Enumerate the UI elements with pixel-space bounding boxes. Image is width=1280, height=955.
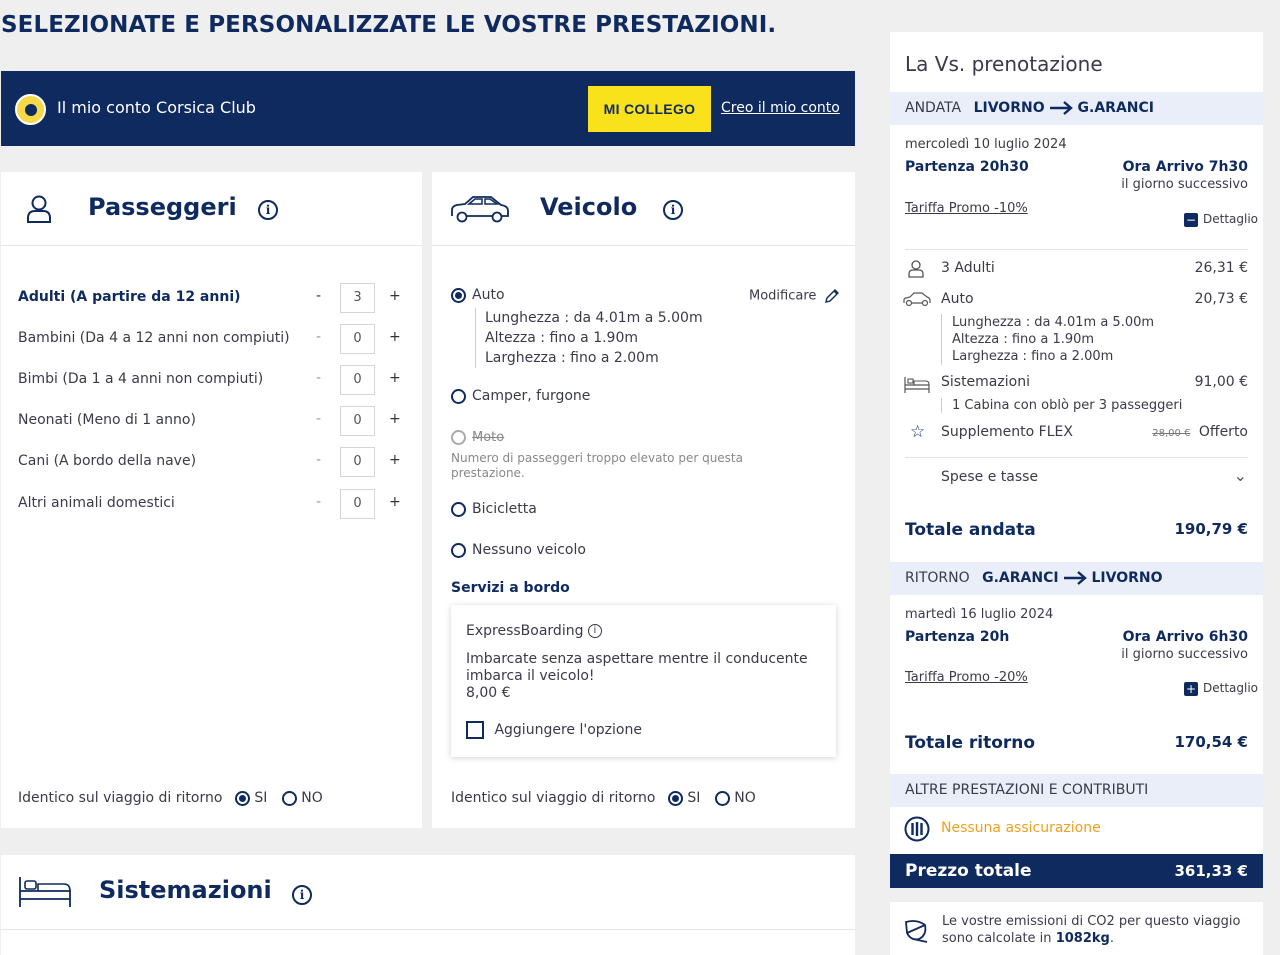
login-button[interactable]: MI COLLEGO [588,86,711,132]
car-dimensions [941,314,1154,365]
increment-button[interactable]: + [389,494,401,510]
chevron-down-icon[interactable]: ⌄ [1233,466,1247,485]
create-account-link[interactable]: Creo il mio conto [721,100,840,116]
accommodation-card [1,855,855,955]
identical-no-radio[interactable] [282,791,297,806]
star-icon: ☆ [910,422,926,442]
booking-summary [890,32,1263,888]
return-from: G.ARANCI [982,570,1059,586]
person-icon [25,194,53,224]
bed-icon [18,875,72,909]
camper-label: Camper, furgone [472,388,591,404]
accom-price: 91,00 € [1194,374,1248,390]
decrement-button[interactable]: - [316,329,322,345]
accommodation-info-icon[interactable]: i [292,885,312,905]
pencil-icon [824,288,840,304]
dim-height: Altezza : fino a 1.90m [485,330,639,346]
yes-label: SI [687,790,701,806]
return-departure: Partenza 20h [905,629,1010,645]
return-label: RITORNO [905,570,970,586]
express-title: ExpressBoarding [466,623,584,639]
booking-title: La Vs. prenotazione [905,52,1103,76]
pax-row-toddlers [18,365,410,395]
vehicle-option-auto[interactable] [451,287,505,303]
outbound-arrival-note: il giorno successivo [1121,177,1248,192]
club-bar [1,71,855,146]
passengers-title: Passeggeri [88,193,237,221]
none-radio[interactable] [451,543,466,558]
detail-label: Dettaglio [1202,681,1258,695]
flex-old-price: 28,00 € [1152,428,1191,439]
pax-label: Bambini (Da 4 a 12 anni non compiuti) [18,330,290,346]
vehicle-option-bike[interactable] [451,501,537,517]
flex-label: Supplemento FLEX [941,424,1073,440]
leaf-icon [903,917,929,943]
arrow-right-icon [1063,571,1087,585]
arrow-right-icon [1049,101,1073,115]
fees-label[interactable]: Spese e tasse [941,469,1039,485]
outbound-to: G.ARANCI [1077,100,1154,116]
car-icon [449,194,511,226]
express-price: 8,00 € [466,685,511,701]
pax-label: Adulti (A partire da 12 anni) [18,289,241,305]
accom-label: Sistemazioni [941,374,1030,390]
decrement-button[interactable]: - [316,494,322,510]
grand-total-label: Prezzo totale [905,861,1032,881]
return-date: martedì 16 luglio 2024 [905,607,1054,622]
outbound-total: 190,79 € [1174,520,1248,538]
car-icon [902,292,932,308]
increment-button[interactable]: + [389,452,401,468]
return-route [905,570,1163,586]
return-total-label: Totale ritorno [905,733,1036,753]
return-total: 170,54 € [1174,733,1248,751]
quantity-input[interactable]: 0 [340,324,375,354]
corsica-club-logo [15,94,46,125]
pax-label: Bimbi (Da 1 a 4 anni non compiuti) [18,371,264,387]
decrement-button[interactable]: - [316,288,322,304]
dim-width: Larghezza : fino a 2.00m [952,349,1114,364]
outbound-departure: Partenza 20h30 [905,159,1029,175]
moto-radio [451,430,466,445]
modify-vehicle-link[interactable] [749,288,840,304]
pax-label: Cani (A bordo della nave) [18,453,197,469]
outbound-band [890,92,1263,125]
decrement-button[interactable]: - [316,452,322,468]
dim-length: Lunghezza : da 4.01m a 5.00m [952,315,1155,330]
identical-yes-radio[interactable] [668,791,683,806]
identical-label: Identico sul viaggio di ritorno [451,790,656,806]
outbound-route [905,100,1154,116]
pax-label: Altri animali domestici [18,495,175,511]
increment-button[interactable]: + [389,370,401,386]
car-price: 20,73 € [1194,291,1248,307]
adults-price: 26,31 € [1194,260,1248,276]
insurance-link[interactable]: Nessuna assicurazione [941,820,1101,836]
outbound-from: LIVORNO [973,100,1045,116]
increment-button[interactable]: + [389,329,401,345]
bed-icon [904,376,930,394]
auto-label: Auto [472,287,505,303]
collapse-icon: − [1185,212,1197,227]
increment-button[interactable]: + [389,288,401,304]
grand-total-bar [890,854,1263,888]
pax-label: Neonati (Meno di 1 anno) [18,412,196,428]
bike-radio[interactable] [451,502,466,517]
vehicle-option-moto [451,429,504,445]
auto-radio[interactable] [451,288,466,303]
person-icon [908,260,924,278]
express-title-row [466,623,602,639]
modify-label: Modificare [749,288,817,304]
accommodation-title: Sistemazioni [99,876,272,904]
club-label: Il mio conto Corsica Club [57,98,256,117]
return-detail-toggle[interactable] [1184,681,1258,696]
flex-offer: Offerto [1198,424,1248,440]
pax-row-dogs [18,447,410,477]
moto-label: Moto [472,430,505,445]
co2-end: . [1109,931,1114,946]
camper-radio[interactable] [451,389,466,404]
decrement-button[interactable]: - [316,411,322,427]
outbound-label: ANDATA [905,100,962,116]
page-title: SELEZIONATE E PERSONALIZZATE LE VOSTRE PRESTAZIONI. [1,12,777,38]
outbound-arrival: Ora Arrivo 7h30 [1122,159,1248,175]
identical-no-radio[interactable] [715,791,730,806]
moto-note: Numero di passeggeri troppo elevato per questa prestazione. [451,451,743,480]
express-option-label: Aggiungere l'opzione [494,722,642,738]
outbound-total-label: Totale andata [905,520,1036,540]
expand-icon: + [1185,681,1197,696]
vehicle-option-camper[interactable] [451,388,590,404]
return-band [890,562,1263,595]
yes-label: SI [254,790,268,806]
co2-box [890,902,1263,955]
co2-message: Le vostre emissioni di CO2 per questo viaggio sono calcolate in [942,914,1241,946]
vehicle-identical-return [451,790,756,806]
pax-identical-return [18,790,323,806]
auto-dimensions [475,308,703,368]
flex-price [1152,424,1248,440]
pax-row-pets [18,489,410,519]
return-fare-link[interactable]: Tariffa Promo -20% [905,670,1028,685]
increment-button[interactable]: + [389,411,401,427]
identical-yes-radio[interactable] [235,791,250,806]
other-band [890,774,1263,807]
express-description: Imbarcate senza aspettare mentre il conducente imbarca il veicolo! [466,651,808,684]
dim-height: Altezza : fino a 1.90m [952,332,1095,347]
return-arrival: Ora Arrivo 6h30 [1122,629,1248,645]
decrement-button[interactable]: - [316,370,322,386]
none-label: Nessuno veicolo [472,542,586,558]
outbound-detail-toggle[interactable] [1184,212,1258,227]
adults-label: 3 Adulti [941,260,995,276]
return-arrival-note: il giorno successivo [1121,647,1248,662]
passengers-info-icon[interactable]: i [258,200,278,220]
express-option-row[interactable] [466,721,642,739]
insurance-icon [904,816,930,842]
no-label: NO [301,790,323,806]
outbound-date: mercoledì 10 luglio 2024 [905,137,1067,152]
dim-length: Lunghezza : da 4.01m a 5.00m [485,310,703,326]
vehicle-title: Veicolo [540,193,638,221]
quantity-input[interactable]: 0 [340,489,375,519]
services-title: Servizi a bordo [451,580,570,596]
vehicle-info-icon[interactable]: i [663,200,683,220]
co2-value: 1082kg [1055,931,1110,946]
quantity-input[interactable]: 3 [340,283,375,313]
quantity-input[interactable]: 0 [340,406,375,436]
detail-label: Dettaglio [1202,212,1258,226]
express-boarding-card [451,605,836,757]
outbound-fare-link[interactable]: Tariffa Promo -10% [905,201,1028,216]
vehicle-option-none[interactable] [451,542,586,558]
co2-text [942,913,1242,947]
identical-label: Identico sul viaggio di ritorno [18,790,223,806]
cabin-detail: 1 Cabina con oblò per 3 passeggeri [941,398,1182,413]
no-label: NO [734,790,756,806]
dim-width: Larghezza : fino a 2.00m [485,350,659,366]
pax-row-infants [18,406,410,436]
car-label: Auto [941,291,974,307]
other-label: ALTRE PRESTAZIONI E CONTRIBUTI [905,782,1149,798]
pax-row-adults [18,283,410,313]
grand-total: 361,33 € [1174,862,1248,880]
express-checkbox[interactable] [466,721,484,739]
bike-label: Bicicletta [472,501,537,517]
return-to: LIVORNO [1091,570,1163,586]
quantity-input[interactable]: 0 [340,447,375,477]
quantity-input[interactable]: 0 [340,365,375,395]
express-info-icon[interactable]: i [588,624,602,638]
pax-row-children [18,324,410,354]
